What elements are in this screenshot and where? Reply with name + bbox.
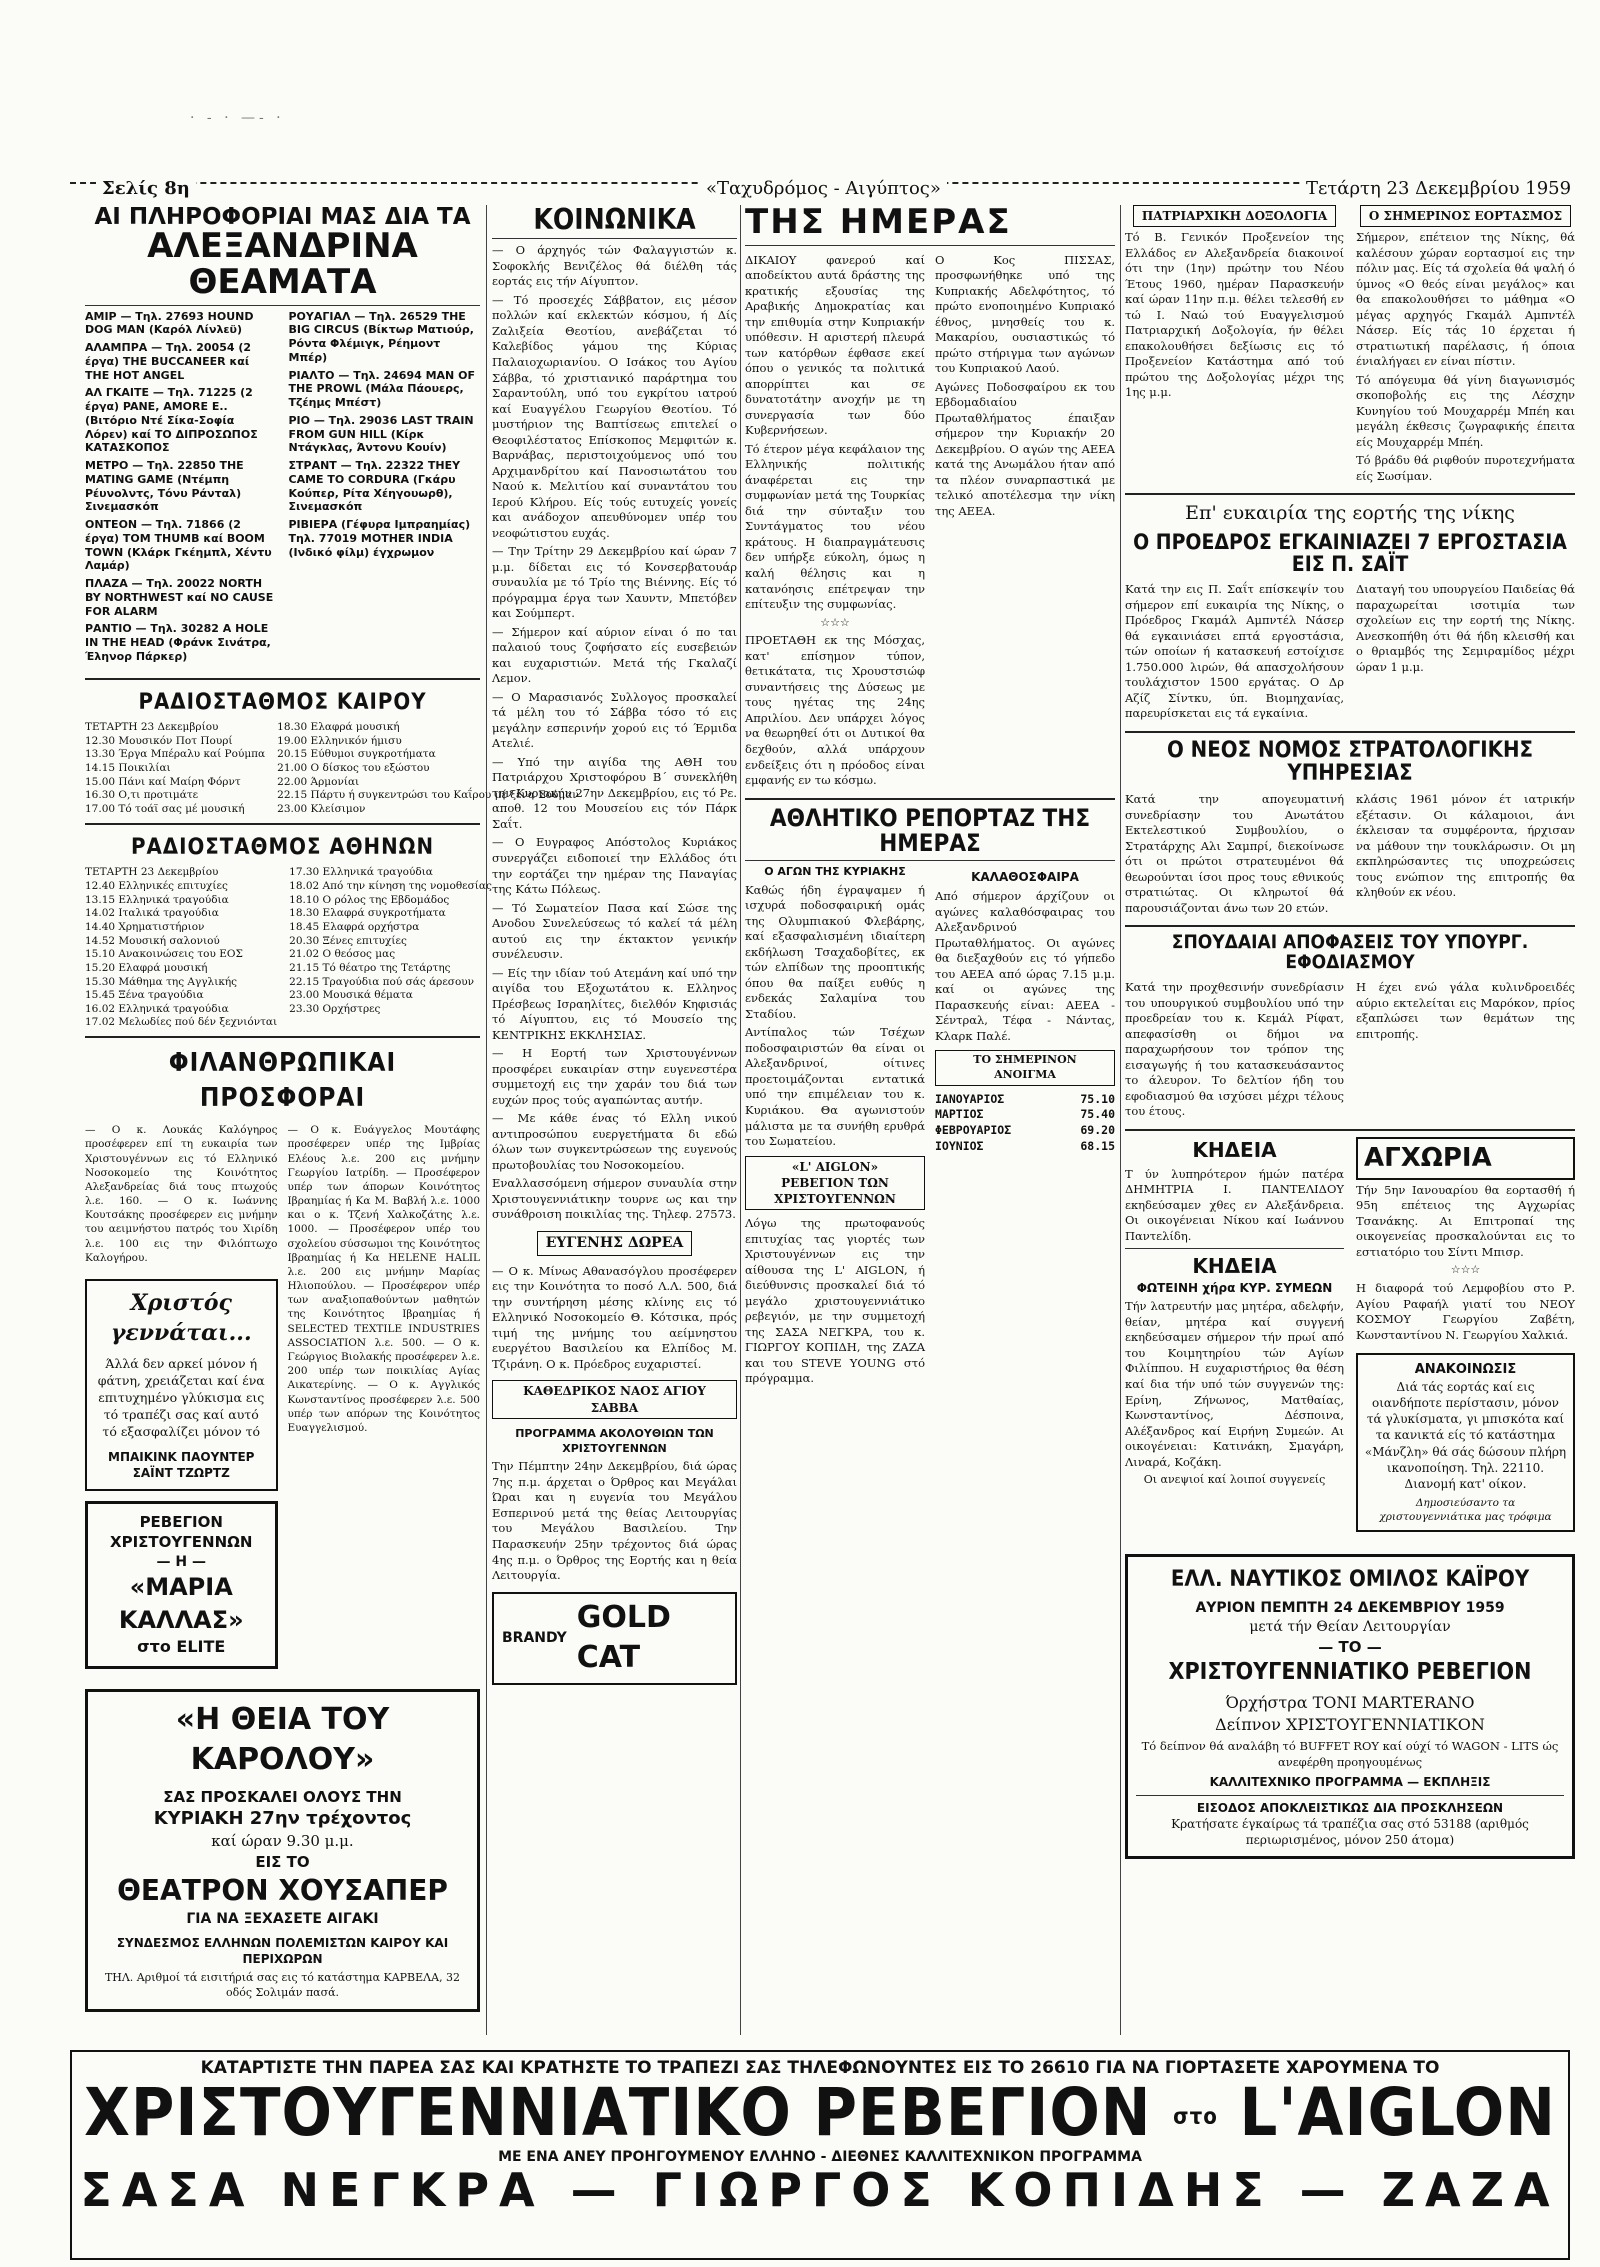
- divider: [1136, 1795, 1564, 1796]
- radio-entry: 16.02 Ελληνικά τραγούδια: [85, 1002, 229, 1015]
- club-after: μετά τήν Θείαν Λειτουργίαν: [1249, 1619, 1451, 1635]
- radio-entry: 16.30 Ο,τι προτιμάτε: [85, 789, 199, 802]
- church-heading: ΚΑΘΕΔΡΙΚΟΣ ΝΑΟΣ ΑΓΙΟΥ ΣΑΒΒΑ: [492, 1380, 737, 1418]
- radio-entry: 15.00 Πάνι καί Μαίρη Φόρντ: [85, 775, 241, 788]
- brandy-name: GOLD CAT: [576, 1599, 671, 1676]
- brandy-ad: [492, 1592, 737, 1685]
- donations-text: — Ο κ. Ευάγγελος Μουτάφης προσέφερεν υπέρ της Ιμβρίας Ελέους λ.ε. 200 εις μνήμην Γεωργίου Ιατρίδη. — Προσέφερον υπέρ των άπορων Κοινότητος Ιβραημίας ή Κα Μ. Βαβλή λ.ε. 1000 και ο κ. Τζενή Χαλκοζάτης λ.ε. 1000. — Προσέφερον υπέρ του σχολείου σύσσωμοι της Κοινότητος Ιβραημίας ή Κα HELENE HALIL λ.ε. 200 εις μνήμην Μαρίας Ηλιοπούλου. — Προσέφερον υπέρ των αναξιοπαθούντων μαθητών της Κοινότητος Ιβραημίας ή SELECTED TEXTILE INDUSTRIES ASSOCIATION λ.ε. 500. — Ο κ. Γεώργιος Βιολακής προσέφερεν λ.ε. 200 υπέρ των ποικιλίας Αγίας Αικατερίνης. — Ο κ. Αγγλικός Κωνσταντίνος προσέφερεν λ.ε. 500 υπέρ των απόρων της Κοινότητος Ευαγγελισμού.: [287, 1124, 480, 1434]
- divider: [492, 238, 737, 239]
- radio-entry: 21.00 Ο δίσκος του εξώστου: [277, 762, 430, 775]
- radio-entry: 15.10 Ανακοινώσεις του ΕΟΣ: [85, 948, 243, 961]
- radio-entry: 22.15 Τραγούδια πού σάς άρεσουν: [289, 975, 475, 988]
- radio-entry: 20.15 Εύθυμοι συγκροτήματα: [277, 748, 436, 761]
- radio-entry: 12.40 Ελληνικές επιτυχίες: [85, 880, 228, 893]
- christmas-ad: [85, 1279, 278, 1491]
- club-title: ΕΛΛ. ΝΑΥΤΙΚΟΣ ΟΜΙΛΟΣ ΚΑΪΡΟΥ: [1170, 1567, 1530, 1593]
- funeral-text: Τ ύν λυπηρότερον ήμών πατέρα ΔΗΜΗΤΡΙΑ Ι. ΠΑΝΤΕΛΙΔΟΥ εκηδεύσαμεν χθες εν Αλεξάνδρεια. Οι οικογένειαι Νίκου καί Ιωάννου Παντελίδη.: [1125, 1166, 1344, 1243]
- karolou-ad-line7: ΣΥΝΔΕΣΜΟΣ ΕΛΛΗΝΩΝ ΠΟΛΕΜΙΣΤΩΝ ΚΑΙΡΟΥ ΚΑΙ ΠΕΡΙΧΩΡΩΝ: [116, 1935, 449, 1966]
- cinema-entry: ΣΤΡΑΝΤ — Τηλ. 22322 THEY CAME TO CORDURA (Γκάρυ Κούπερ, Ρίτα Χέηγουωρθ), Σινεμασκόπ: [288, 459, 461, 514]
- basket-heading: ΚΑΛΑΘΟΣΦΑΙΡΑ: [971, 869, 1079, 884]
- day-title: ΤΗΣ ΗΜΕΡΑΣ: [745, 202, 1012, 242]
- radio-entry: 17.00 Τό τοάϊ σας μέ μουσική: [85, 803, 245, 816]
- banner-title: [72, 2074, 1568, 2151]
- cinema-entry: ΡΟΥΑΓΙΑΛ — Τηλ. 26529 THE BIG CIRCUS (Βίκτωρ Ματιούρ, Ρόντα Φλέμιγκ, Ρέημοντ Μπέρ): [288, 309, 474, 364]
- divider: [745, 798, 1115, 800]
- christmas-ad-body: Άλλά δεν αρκεί μόνον ή φάτνη, χρειάζεται καί ένα επιτυχημένο γλύκισμα εις τό τραπέζι σας καί αυτό τό εξασφαλίζει μόνον τό: [97, 1356, 265, 1439]
- article-paragraph: Ο Κος ΠΙΣΣΑΣ, προσφωνήθηκε υπό της Κυπριακής Αδελφότητος, τό πρώτο ενοποιημένο Κυπριακό έθνος, μνησθείς του κ. Μακαρίου, ουσιαστικώς τό πρώτο στήριγμα των αγώνων του Κυπριακού Λαού.: [935, 252, 1115, 376]
- basket-paragraph: Από σήμερον άρχίζουν οι αγώνες καλαθόσφαιρας του Αλεξανδρινού Πρωταθλήματος. Οι αγώνες θα διεξαχθούν εις τό γήπεδο του ΑΕΕΑ από ώρας 7.15 μ.μ. καί οι αγώνες της Παρασκευής είναι: ΑΕΕΑ - Σέντραλ, Τέφα - Νάντας, Κλαρκ Παλέ.: [935, 889, 1115, 1043]
- cinema-list-right: [289, 310, 481, 668]
- divider: [85, 305, 480, 306]
- cinema-entry: ΡΙΟ — Τηλ. 29036 LAST TRAIN FROM GUN HILL (Κίρκ Ντάγκλας, Άντονυ Κουίν): [288, 413, 474, 455]
- radio-entry: 15.20 Ελαφρά μουσική: [85, 961, 208, 974]
- fixtures-heading: ΤΟ ΣΗΜΕΡΙΝΟΝ ΑΝΟΙΓΜΑ: [935, 1050, 1115, 1086]
- cinema-entry: ΡΙΒΙΕΡΑ (Γέφυρα Ιμπραημίας) Τηλ. 77019 MOTHER INDIA (Ινδικό φίλμ) έγχρωμον: [288, 518, 471, 559]
- article-paragraph: ΔΙΚΑΙΟΥ φανερού καί αποδείκτου αυτά δράστης της κρατικής εξουσίας της Αραβικής Δημοκρατίας και την επιθυμία στην Κυπριακήν υπόθεσιν. Η αριστερή πλευρά των κατόρθων έφθασε εκεί όπου ο γενικός τα πολιτικά απορρίπτει και σε δυνατοτάτην ανοχήν με τη συνεργασία των δύο Κυβερνήσεων.: [745, 252, 925, 438]
- radio-cairo-title: ΡΑΔΙΟΣΤΑΘΜΟΣ ΚΑΙΡΟΥ: [138, 689, 427, 715]
- sports-body: [745, 865, 1115, 1390]
- notice-title: ΑΝΑΚΟΙΝΩΣΙΣ: [1414, 1362, 1517, 1378]
- sports-left: [745, 865, 925, 1390]
- radio-entry: 15.45 Ξένα τραγούδια: [85, 989, 204, 1002]
- divider: [85, 823, 480, 825]
- column-news: [1125, 205, 1575, 1869]
- column-rule: [1120, 205, 1121, 2035]
- column-of-the-day: [745, 202, 1115, 1390]
- radio-entry: 12.30 Μουσικόν Ποτ Πουρί: [85, 734, 233, 747]
- port-headline: Ο ΠΡΟΕΔΡΟΣ ΕΓΚΑΙΝΙΑΖΕΙ 7 ΕΡΓΟΣΤΑΣΙΑ ΕΙΣ Π. ΣΑΪΤ: [1133, 530, 1567, 577]
- radio-entry: 13.15 Ελληνικά τραγούδια: [85, 893, 229, 906]
- aiglon-banner-ad: [70, 2050, 1570, 2260]
- today-text: Τό απόγευμα θά γίνη διαγωνισμός σκοποβολής εις της Λέσχην Κυνηγίου τού Μουχαρρέμ Μπέη και μεγάλη έκθεσις ζωγραφικής έπειτα είς Μουχαρρέμ Μπέη.: [1356, 372, 1575, 449]
- radio-entry: 18.30 Ελαφρά μουσική: [277, 721, 400, 734]
- callas-ad-line5: στο ELITE: [137, 1637, 226, 1657]
- donation-heading: ΕΥΓΕΝΗΣ ΔΩΡΕΑ: [537, 1231, 692, 1256]
- tax-body: [1125, 977, 1575, 1123]
- radio-entry: 22.00 Άρμονίαι: [277, 775, 360, 788]
- club-to: — ΤΟ —: [1318, 1637, 1382, 1656]
- radio-entry: 21.15 Τό θέατρο της Τετάρτης: [289, 961, 451, 974]
- callas-ad-line2: ΧΡΙΣΤΟΥΓΕΝΝΩΝ: [110, 1533, 253, 1552]
- day-articles: [745, 250, 1115, 792]
- radio-list-left: [85, 721, 265, 816]
- club-details: Τό δείπνον θά αναλάβη τό BUFFET ROY καί ούχί τό WAGON - LITS ώς ανεφέρθη προηγουμένως: [1141, 1739, 1559, 1769]
- club-date: ΑΥΡΙΟΝ ΠΕΜΠΤΗ 24 ΔΕΚΕΜΒΡΙΟΥ 1959: [1195, 1600, 1505, 1617]
- today-text: Τό βράδυ θά ριφθούν πυροτεχνήματα είς Σωσίμαν.: [1356, 453, 1575, 483]
- aiglon-heading: «L' AIGLON» ΡΕΒΕΓΙΟΝ ΤΩΝ ΧΡΙΣΤΟΥΓΕΝΝΩΝ: [745, 1156, 925, 1211]
- article-paragraph: Τό έτερον μέγα κεφάλαιον της Ελληνικής πολιτικής άναφέρεται εις την συμφωνίαν μετά της Τουρκίας διά την σύνταξιν του Συντάγματος του νέου κράτους. Η διαπραγμάτευσις δεν υπήρξε εύκολη, όμως η καλή θέλησις και η κατανόησις επέτρεψαν την επίτευξιν της συμφωνίας.: [745, 441, 925, 612]
- radio-entry: 18.02 Από την κίνηση της νομοθεσίας: [289, 880, 492, 893]
- donations-title: ΦΙΛΑΝΘΡΩΠΙΚΑΙ ΠΡΟΣΦΟΡΑΙ: [168, 1048, 397, 1114]
- funerals: [1125, 1137, 1344, 1543]
- donations-text: — Ο κ. Λουκάς Καλόγηρος προσέφερεν επί τη ευκαιρία των Χριστουγέννων εις τό Ελληνικό Νοσοκομείο της Κοινότητος Αλεξανδρείας διά τους πτωχούς λ.ε. 160. — Ο κ. Ιωάννης Κουτσάκης προσέφερεν εις μνήμην του αειμνήστου πατρός του Χιρίδη λ.ε. 100 εις την Φιλόπτωχο Καλογήρου.: [85, 1124, 278, 1264]
- tax-headline: ΣΠΟΥΔΑΙΑΙ ΑΠΟΦΑΣΕΙΣ ΤΟΥ ΥΠΟΥΡΓ. ΕΦΟΔΙΑΣΜΟΥ: [1171, 931, 1529, 974]
- radio-entry: 18.45 Ελαφρά ορχήστρα: [289, 920, 420, 933]
- cinema-entry: ΑΜΙΡ — Τηλ. 27693 HOUND DOG MAN (Καρόλ Λίνλεϋ): [85, 309, 254, 337]
- donations-body: [85, 1120, 480, 1679]
- radio-entry: 17.02 Μελωδίες πού δέν ξεχνιόνται: [85, 1016, 278, 1029]
- social-paragraph: — Σήμερον καί αύριον είναι ό πο ται παλαιού τους ζοφήσατο είς ευσεβειών και ευχαριστιών. Μετά τής Γκαλαζί Λεμον.: [492, 624, 737, 686]
- divider: [1125, 731, 1575, 733]
- law-headline: Ο ΝΕΟΣ ΝΟΜΟΣ ΣΤΡΑΤΟΛΟΓΙΚΗΣ ΥΠΗΡΕΣΙΑΣ: [1166, 737, 1534, 786]
- article-paragraph: ΠΡΟΕΤΑΘΗ εκ της Μόσχας, κατ' επίσημον τύπον, θετικάτατα, τις Χρουστσιώφ συναντήσεις της Δύσεως με τους ηγέτας της 24ης Απριλίου. Δεν υπάρχει λόγος να θεωρηθεί ότι οι Δυτικοί θα δεχθούν, αλλά υπάρχουν ενδείξεις ότι η πρόοδος είναι εμφανής εν τω κόσμω.: [745, 633, 925, 788]
- social-paragraph: — Είς την ιδίαν τού Ατεμάνη καί υπό την αιγίδα του Εξοχωτάτου κ. Ελληνος Πρέσβεως Ισραηλίτες, διελθόν Κηφισιάς τό Αίγυπτου, εις τό Μουσείο της ΚΕΝΤΡΙΚΗΣ ΕΚΚΛΗΣΙΑΣ.: [492, 965, 737, 1042]
- cinema-entry: ΟΝΤΕΟΝ — Τηλ. 71866 (2 έργα) TOM THUMB καί BOOM TOWN (Κλάρκ Γκέημπλ, Χέντυ Λαμάρ): [85, 518, 272, 573]
- top-scribble: · ‑ · —‑ ·: [190, 110, 285, 126]
- radio-entry: 17.30 Ελληνικά τραγούδια: [289, 866, 433, 879]
- social-paragraph: — Ο άρχηγός τών Φαλαγγιστών κ. Σοφοκλής Βενιζέλος θά διέλθη τάς εορτάς εις τήν Αίγυπτον.: [492, 243, 737, 289]
- radio-entry: 18.10 Ο ρόλος της Εβδομάδος: [289, 893, 450, 906]
- law-body: [1125, 789, 1575, 919]
- christmas-ad-title: Χριστός γεννάται...: [110, 1289, 252, 1346]
- law-paragraph: κλάσις 1961 μόνον έτ ιατρικήν εξέτασιν. Οι κάλαμοιοι, άνι έκλεισαν τα συμφέροντα, ήρχισαν να μάθουν την τουκλάρωσιν. Οι μη εκπληρώσαντες τις υποχρεώσεις τους ενώπιον της επιτροπής θα κληθούν εκ νέου.: [1356, 792, 1575, 900]
- xoria-text: Τήν 5ην Ιανουαρίου θα εορτασθή ή 95η επέτειος της Αγχωρίας Τσανάκης. Αι Επιτροπαί της οικογενείας προσκαλούνται εις το εστιατόριο του Σίντι Μπισρ.: [1356, 1182, 1575, 1259]
- article-paragraph: Αγώνες Ποδοσφαίρου εκ του Εβδομαδιαίου Πρωταθλήματος έπαιξαν σήμερον την Κυριακήν 20 Δεκεμβρίου. Ο αγών της ΑΕΕΑ κατά της Ανωμάλου ήταν από τα πλέον συναρπαστικά με τελικό αποτέλεσμα την νίκη της ΑΕΕΑ.: [935, 379, 1115, 518]
- port-paragraph: Κατά την εις Π. Σαΐτ επίσκεψίν του σήμερον επί ευκαιρία της Νίκης, ο Πρόεδρος Γκαμάλ Αμπντέλ Νάσερ θά εγκαινιάσει επτά εργοστάσια, τών οποίων ή κατασκευή εστοίχισε 1.750.000 λιρών, θά απασχολήσουν τουλάχιστον 1500 εργάτας. Ο Δρ Αζίζ Σίντκυ, ύπ. Βιομηχανίας, παρευρίσκεται εις τά εγκαίνια.: [1125, 582, 1344, 721]
- day-articles-right: [935, 250, 1115, 792]
- column-rule: [740, 205, 741, 2035]
- donations-left-col: [85, 1120, 278, 1679]
- sports-right: [935, 865, 1115, 1390]
- shows-header: ΑΙ ΠΛΗΡΟΦΟΡΙΑΙ ΜΑΣ ΔΙΑ ΤΑ: [94, 204, 471, 230]
- radio-entry: 22.15 Πάρτυ ή συγκεντρώσι του Καΐρου μέ ξένα Σούμαν: [277, 789, 579, 802]
- radio-entry: 14.15 Ποικιλίαι: [85, 762, 171, 775]
- club-orchestra: Όρχήστρα TONI MARTERANO: [1225, 1693, 1475, 1713]
- social-paragraph: — Ο Ευγραφος Απόστολος Κυριάκος συνεργάζει ειδοποιεί την Ελλάδος ότι την εορτάζει την ημέραν της Παναγίας της Κάτω Πόλεως.: [492, 835, 737, 897]
- sports-subheading: Ο ΑΓΩΝ ΤΗΣ ΚΥΡΙΑΚΗΣ: [764, 864, 906, 878]
- callas-ad-line4: «ΜΑΡΙΑ ΚΑΛΛΑΣ»: [118, 1573, 244, 1634]
- divider: [745, 860, 1115, 861]
- club-dinner: Δείπνον ΧΡΙΣΤΟΥΓΕΝΝΙΑΤΙΚΟΝ: [1215, 1714, 1485, 1734]
- today-text: Σήμερον, επέτειον της Νίκης, θά καλέσουν χώραν εορτασμοί εις την πόλιν μας. Είς τά σχολεία θά ψαλή ό ύμνος «Ο θεός είναι μεγάλος» και θα επακολουθήσει το μάθημα «Ο μέγας αρχηγός Γκαμάλ Αμπντέλ Νάσερ. Είς τάς 10 έρχεται ή στρατιωτική παρέλασις, ή όποια ένιαλήγαει εν είναι πίστιν.: [1356, 230, 1575, 369]
- xoria-text: Η διαφορά τού Λεμφοβίου στο Ρ. Αγίου Ραφαήλ γιατί του ΝΕΟΥ ΚΟΣΜΟΥ Γεωργίου Ζαβέτη, Κωνσταντίνου Ν. Γεωργίου Χαλκιά.: [1356, 1281, 1575, 1342]
- social-title: ΚΟΙΝΩΝΙΚΑ: [533, 203, 696, 236]
- patr-text: Τό Β. Γενικόν Προξενείον της Ελλάδος εν Αλεξανδρεία διακοινοί ότι την (1ην) πρώτην του Νέου Έτους 1960, ημέραν Παρασκευήν καί ώραν 11ην π.μ. θέλει τελεσθή εν τώ Ι. Ναώ τού Ευαγγελισμού Πατριαρχική Δοξολογία, ήν θέλει επακολουθήσει δεξίωσις εις τό Προξενείον Κατάστημα από τού πρώτου της Δοξολογίας μέχρι της 1ης μ.μ.: [1125, 230, 1344, 400]
- divider: [85, 678, 480, 680]
- radio-athens-title: ΡΑΔΙΟΣΤΑΘΜΟΣ ΑΘΗΝΩΝ: [130, 834, 435, 860]
- fixture-row: ΙΑΝΟΥΑΡΙΟΣ 75.10: [935, 1091, 1115, 1106]
- club-entry: ΕΙΣΟΔΟΣ ΑΠΟΚΛΕΙΣΤΙΚΩΣ ΔΙΑ ΠΡΟΣΚΛΗΣΕΩΝ: [1196, 1800, 1504, 1815]
- social-paragraph: Εναλλασσόμενη σήμερον συναυλία στην Χριστουγεννιάτικην τουρνε ως και την συνάθροιση ποικιλίας της. Τηλεφ. 27573.: [492, 1176, 737, 1222]
- nautical-club-ad: [1125, 1554, 1575, 1859]
- social-paragraph: — Ο Μαρασιανός Συλλογος προσκαλεί τά μέλη του τό Σάββα τόσο τό εις μεγάλην εσπερινήν χορού εις τό Έρμιδα Ατελιέ.: [492, 689, 737, 751]
- funeral-name: ΦΩΤΕΙΝΗ χήρα ΚΥΡ. ΣΥΜΕΩΝ: [1136, 1281, 1333, 1296]
- radio-entry: 14.40 Χρηματιστήριον: [85, 920, 205, 933]
- karolou-ad-line5: ΘΕΑΤΡΟΝ ΧΟΥΣΑΠΕΡ: [117, 1873, 448, 1907]
- today-heading: Ο ΣΗΜΕΡΙΝΟΣ ΕΟΡΤΑΣΜΟΣ: [1360, 205, 1571, 227]
- karolou-ad-line3: καί ώραν 9.30 μ.μ.: [211, 1832, 354, 1851]
- divider: [1125, 1129, 1575, 1131]
- radio-entry: 23.00 Μουσικά θέματα: [289, 989, 413, 1002]
- column-social: [492, 205, 737, 1685]
- separator-stars: ☆☆☆: [1450, 1263, 1481, 1277]
- sports-title: ΑΘΛΗΤΙΚΟ ΡΕΠΟΡΤΑΖ ΤΗΣ ΗΜΕΡΑΣ: [769, 803, 1091, 857]
- funeral-text: Τήν λατρευτήν μας μητέρα, αδελφήν, θείαν, μητέρα καί συγγενή εκηδεύσαμεν σήμερον τήν πρωί από του Κοιμητηρίου τών Αγίων Φιλίππου. Η ευχαριστήριος θα θέση καί δια τήν υπό τών συγγενών της: Ερίνη, Ζήνωνος, Ματθαίας, Κωνσταντίνος, Δέσποινα, Αλέξανδρος καί Ειρήνη Συμεών. Αι οικογένειαι: Κατινάκη, Σμαγάρη, Λιναρά, Κοζάκη.: [1125, 1299, 1344, 1469]
- tax-paragraph: Κατά την προχθεσινήν συνεδρίασιν του υπουργικού συμβουλίου υπό την προεδρείαν του κ. Κεμάλ Ρίφατ, απεφασίσθη οι δήμοι να παραχωρήσουν τον τρόπον της εισαγωγής ή του κατασκευάσαντος το άλευρον. Το δελτίον ήδη του εφοδιασμού θα ισχύσει μέχρι τέλους του έτους.: [1125, 980, 1344, 1119]
- brandy-label: BRANDY: [502, 1629, 567, 1646]
- radio-entry: 13.30 Έργα Μπέραλυ καί Ρούμπα: [85, 748, 266, 761]
- radio-athens-schedule: [85, 866, 492, 1030]
- karolou-ad-line2: ΚΥΡΙΑΚΗ 27ην τρέχοντος: [153, 1808, 412, 1830]
- banner-line3: ΜΕ ΕΝΑ ΑΝΕΥ ΠΡΟΗΓΟΥΜΕΝΟΥ ΕΛΛΗΝΟ - ΔΙΕΘΝΕΣ ΚΑΛΛΙΤΕΧΝΙΚΟΝ ΠΡΟΓΡΑΜΜΑ: [498, 2149, 1142, 2166]
- cinema-entry: ΡΙΑΛΤΟ — Τηλ. 24694 MAN OF THE PROWL (Μάλα Πάουερς, Τζέημς Μπέστ): [288, 368, 475, 410]
- banner-title-right: L'AIGLON: [1239, 2074, 1556, 2151]
- club-program: ΚΑΛΛΙΤΕΧΝΙΚΟ ΠΡΟΓΡΑΜΜΑ — ΕΚΠΛΗΞΙΣ: [1209, 1775, 1491, 1790]
- sports-paragraph: Καθώς ήδη έγραψαμεν ή ισχυρά ποδοσφαιρική ομάς της Ολυμπιακού Φλεβάρης, καί εξασφαλισμένη ιδιαίτερη εκδήλωση Τσαχαδοβίτες, εκ τών ελπίδων της προοπτικής όπου θα παίξει ευθύς η ενδεκάς Σαλαμίνα του Σταδίου.: [745, 882, 925, 1021]
- callas-ad-line3: — Η —: [156, 1553, 206, 1570]
- karolou-ad-line6: ΓΙΑ ΝΑ ΞΕΧΑΣΕΤΕ ΑΙΓΑΚΙ: [186, 1910, 379, 1927]
- radio-cairo-schedule: [85, 721, 579, 816]
- funeral-signature: Οι ανεψιοί καί λοιποί συγγενείς: [1143, 1473, 1326, 1487]
- sports-paragraph: Αντίπαλος τών Τσέχων ποδοσφαιριστών θα είναι οι Αλεξανδρινοί, οίτινες προετοιμάζονται εντατικά υπό την επιμέλειαν του κ. Κυριάκου. Θα αγωνιστούν μάλιστα με τα συνήθη ερυθρά του Σωματείου.: [745, 1025, 925, 1149]
- top-news: [1125, 205, 1575, 487]
- issue-date: Τετάρτη 23 Δεκεμβρίου 1959: [1300, 178, 1577, 199]
- cinema-list-left: [85, 310, 277, 668]
- social-paragraph: — Την Τρίτην 29 Δεκεμβρίου καί ώραν 7 μ.μ. δίδεται εις τό Κονσερβατουάρ συναυλία με τό Τρίο της Βιέννης. Είς τό πρόγραμμα έργα των Χαυντν, Μπετόβεν και Σούμπερτ.: [492, 544, 737, 621]
- club-reserve: Κρατήσατε έγκαίρως τά τραπέζια σας στό 53188 (αριθμός περιωρισμένος, μόνον 250 άτομα): [1171, 1816, 1529, 1847]
- cinema-entry: ΡΑΝΤΙΟ — Τηλ. 30282 A HOLE IN THE HEAD (Φράνκ Σινάτρα, Έληνορ Πάρκερ): [85, 622, 271, 663]
- notice-text: Διά τάς εορτάς καί εις οιανδήποτε περίστασιν, μόνον τά γλυκίσματα, γι μπισκότα καί τα κανικτά είς τό κατάστημα «Μάνζλη» θά σάς δώσουν πλήρη ικανοποίηση. Τηλ. 22110. Διανομή κατ' οίκον.: [1364, 1379, 1567, 1491]
- banner-title-left: ΧΡΙΣΤΟΥΓΕΝΝΙΑΤΙΚΟ ΡΕΒΕΓΙΟΝ: [84, 2074, 1152, 2151]
- today-block: [1356, 205, 1575, 487]
- radio-entry: 23.30 Ορχήστρες: [289, 1002, 381, 1015]
- cinema-entry: ΠΛΑΖΑ — Τηλ. 20022 NORTH BY NORTHWEST καί NO CAUSE FOR ALARM: [85, 577, 274, 618]
- paper-name: «Ταχυδρόμος - Αιγύπτος»: [700, 178, 947, 199]
- notice-signature: Δημοσιεύσαντο τα χριστουγεννιάτικα μας τρόφιμα: [1379, 1497, 1552, 1524]
- divider: [745, 245, 1115, 246]
- shows-title: ΑΛΕΞΑΝΔΡΙΝΑ ΘΕΑΜΑΤΑ: [147, 226, 418, 302]
- cinema-listings: [85, 310, 480, 672]
- radio-entry: 19.00 Ελληνικόν ήμισυ: [277, 734, 402, 747]
- callas-ad: [85, 1501, 278, 1669]
- radio-entry: 14.52 Μουσική σαλονιού: [85, 934, 220, 947]
- xoria-title: ΑΓΧΩΡΙΑ: [1364, 1142, 1492, 1173]
- church-subheading: ΠΡΟΓΡΑΜΜΑ ΑΚΟΛΟΥΘΙΩΝ ΤΩΝ ΧΡΙΣΤΟΥΓΕΝΝΩΝ: [515, 1426, 714, 1455]
- banner-artists: ΣΑΣΑ ΝΕΓΚΡΑ — ΓΙΩΡΓΟΣ ΚΟΠΙΔΗΣ — ΖΑΖΑ: [80, 2163, 1560, 2218]
- callas-ad-line1: ΡΕΒΕΓΙΟΝ: [139, 1513, 223, 1532]
- divider: [85, 1036, 480, 1038]
- cinema-entry: ΜΕΤΡΟ — Τηλ. 22850 THE MATING GAME (Ντέμπη Ρέυνολντς, Τόνυ Ράνταλ) Σινεμασκόπ: [85, 459, 244, 514]
- donation-text: — Ο κ. Μίνως Αθανασόγλου προσέφερεν εις την Κοινότητα το ποσό Λ.Λ. 500, διά την συντήρηση μέσης κλίνης εις τό Ελληνικό Νοσοκομείο Θ. Κότσικα, πρός τιμή της μνήμης του αείμνηστου ευεργέτου Βασιλείου κα Ελπίδος Μ. Τζιράνη. Ο κ. Πρόεδρος ευχαριστεί.: [492, 1263, 737, 1371]
- cinema-entry: ΑΛ ΓΚΑΙΤΕ — Τηλ. 71225 (2 έργα) PANE, AMORE E.. (Βιτόριο Ντέ Σίκα-Σοφία Λόρεν) καί ΤΟ ΔΙΠΡΟΣΩΠΟΣ ΚΑΤΑΣΚΟΠΟΣ: [85, 386, 258, 455]
- radio-list-right: [289, 866, 492, 1030]
- fixtures-table: [935, 1092, 1115, 1154]
- patr-block: [1125, 205, 1344, 487]
- karolou-ad-title: «Η ΘΕΙΑ ΤΟΥ ΚΑΡΟΛΟΥ»: [175, 1701, 390, 1778]
- notices: [1125, 1137, 1575, 1543]
- club-event: ΧΡΙΣΤΟΥΓΕΝΝΙΑΤΙΚΟ ΡΕΒΕΓΙΟΝ: [1168, 1659, 1532, 1686]
- cinema-entry: ΑΛΑΜΠΡΑ — Τηλ. 20054 (2 έργα) THE BUCCANEER καί THE HOT ANGEL: [85, 341, 252, 382]
- patr-heading: ΠΑΤΡΙΑΡΧΙΚΗ ΔΟΞΟΛΟΓΙΑ: [1133, 205, 1336, 227]
- karolou-ad: [85, 1689, 480, 2012]
- banner-line1: ΚΑΤΑΡΤΙΣΤΕ ΤΗΝ ΠΑΡΕΑ ΣΑΣ ΚΑΙ ΚΡΑΤΗΣΤΕ ΤΟ ΤΡΑΠΕΖΙ ΣΑΣ ΤΗΛΕΦΩΝΟΥΝΤΕΣ ΕΙΣ ΤΟ 26610 ΓΙΑ ΝΑ ΓΙΟΡΤΑΣΕΤΕ ΧΑΡΟΥΜΕΝΑ ΤΟ: [200, 2058, 1440, 2078]
- law-paragraph: Κατά την απογευματινή συνεδρίασην του Ανωτάτου Εκτελεστικού Συμβουλίου, ο Στρατάρχης Αλι Σαμπρί, διεκοίνωσε ότι οι πρώτοι στρατευμένοι θά θεωρούνται ίσοι προς τους εθνικούς στρατιώτας. Οι κληρωτοί θά παρουσιάζονται άνω των 20 ετών.: [1125, 792, 1344, 915]
- divider: [1125, 1248, 1344, 1249]
- fixture-row: ΦΕΒΡΟΥΑΡΙΟΣ 69.20: [935, 1122, 1115, 1137]
- page-number: Σελίς 8η: [96, 178, 196, 199]
- banner-title-mid: στο: [1173, 2104, 1218, 2130]
- tax-paragraph: Η έχει ενώ γάλα κυλινδροειδές αύριο εκτελείται εις Μαρόκον, πρίος εξαπλώσει των θεμάτων της επιτροπής.: [1356, 980, 1575, 1041]
- radio-entry: ΤΕΤΑΡΤΗ 23 Δεκεμβρίου: [85, 721, 219, 734]
- port-body: [1125, 579, 1575, 725]
- funeral-heading: ΚΗΔΕΙΑ: [1192, 1137, 1277, 1162]
- aiglon-paragraph: Λόγω της πρωτοφανούς επιτυχίας τας γιορτές των Χριστουγέννων εις την αίθουσα της L' AIGLON, ή διεύθυνσις προσκαλεί διά τό μεγάλο χριστουγεννιάτικο ρεβεγιόν, με την συμμετοχή της ΣΑΣΑ ΝΕΓΚΡΑ, του κ. ΓΙΩΡΓΟΥ ΚΟΠΙΔΗ, της ΖΑΖΑ και του STEVE YOUNG στό πρόγραμμα.: [745, 1216, 925, 1386]
- social-paragraph: — Τό προσεχές Σάββατον, εις μέσον πολλών καί εκλεκτών κόσμου, ή Δίς Ζαλιξεία Θεοτίου, ανεβάζεται τό Καλεβίδος γάμου της Κύριας Παλαιοχωριανίου. Ο Ισάκος του Αγίου Σάββα, τό χριστιανικό παράρτημα του Σαραντούλη, υπό του εγκρίτου ιατρού καί Ευαγγέλου Γεωργίου Θεοτίου. Τό μυστήριον της Βαπτίσεως επιτελεί ο Θεοφιλέστατος Επίσκοπος Μεμφιτών κ. Βαρνάβας, περιστοιχούμενος υπό του Αρχιμανδρίτου καί Πανοσιωτάτου του Ναού κ. Μελιτίου καί συναντάτου του Ιερού Κλήρου. Είς τούς ευτυχείς γονείς και ανάδοχον απευθύνομεν υπέρ του νεοφώτιστου ευχάς.: [492, 292, 737, 540]
- karolou-ad-line8: ΤΗΛ. Αριθμοί τά εισιτήριά σας εις τό κατάστημα ΚΑΡΒΕΛΑ, 32 οδός Σολιμάν πασά.: [104, 1970, 461, 1999]
- social-paragraph: — Υπό την αιγίδα της ΑΘΗ του Πατριάρχου Χριστοφόρου Β΄ συνεκλήθη την Κυριακήν 27ην Δεκεμβρίου, εις τό Ρε. αποθ. 12 του Μουσείου εις τόν Πάρκ Σαΐτ.: [492, 754, 737, 831]
- fixture-row: ΜΑΡΤΙΟΣ 75.40: [935, 1107, 1115, 1122]
- column-rule: [486, 205, 487, 2035]
- radio-list-left: [85, 866, 277, 1030]
- social-paragraph: — Τό Σωματείον Πασα καί Σώσε της Ανοδου Συνελεύσεως τό καλεί τά μέλη αυτού εις την έκτακτον γενικήν συνέλευσιν.: [492, 900, 737, 962]
- port-paragraph: Διαταγή του υπουργείου Παιδείας θά παραχωρείται ισοτιμία των σχολείων εις την εορτή της Νίκης. Ανεσκοπήθη ότι θά ήδη κλεισθή και ο θριαμβός της Σεμιραμίδος μέχρι ώραν 1 μ.μ.: [1356, 582, 1575, 674]
- christmas-ad-signature: ΜΠΑΙΚΙΝΚ ΠΑΟΥΝΤΕΡ ΣΑΪΝΤ ΤΖΩΡΤΖ: [108, 1449, 255, 1480]
- occasion-line: Επ' ευκαιρία της εορτής της νίκης: [1185, 502, 1515, 525]
- social-paragraph: — Η Εορτή των Χριστουγέννων προσφέρει ευκαιρίαν στην ευγενεστέρα συμμετοχή εις την χαράν του διά των ευχών προς τούς αγαπώντας αυτήν.: [492, 1046, 737, 1107]
- radio-entry: 14.02 Ιταλικά τραγούδια: [85, 907, 219, 920]
- divider: [1125, 493, 1575, 495]
- radio-entry: ΤΕΤΑΡΤΗ 23 Δεκεμβρίου: [85, 866, 219, 879]
- radio-entry: 15.30 Μάθημα της Αγγλικής: [85, 975, 238, 988]
- separator-stars: ☆☆☆: [820, 615, 850, 629]
- funeral-heading: ΚΗΔΕΙΑ: [1192, 1254, 1277, 1279]
- church-schedule: Την Πέμπτην 24ην Δεκεμβρίου, διά ώρας 7ης π.μ. άρχεται ο Όρθρος και Μεγάλαι Ώραι και η ευγενία του Μεγάλου Εσπερινού μετά της θείας Λειτουργίας του Μεγάλου Βασιλείου. Την Παρασκευήν 25ην τρέχοντος διά ώρας 4ης π.μ. ο Όρθρος της Εορτής και η θεία Λειτουργία.: [492, 1459, 737, 1583]
- radio-entry: 20.30 Ξένες επιτυχίες: [289, 934, 407, 947]
- divider: [1125, 925, 1575, 927]
- karolou-ad-line1: ΣΑΣ ΠΡΟΣΚΑΛΕΙ ΟΛΟΥΣ ΤΗΝ: [163, 1787, 402, 1806]
- karolou-ad-line4: ΕΙΣ ΤΟ: [255, 1852, 310, 1871]
- social-paragraph: — Με κάθε ένας τό Ελλη νικού αντιπροσώπου ευεργετήματα δι εδώ όλων των συγκεντρώσεων της ευγενούς πρωτοβουλίας του Νοσοκομείου.: [492, 1111, 737, 1172]
- ads-right: [1356, 1137, 1575, 1543]
- fixture-row: ΙΟΥΝΙΟΣ 68.15: [935, 1138, 1115, 1153]
- notice-box: [1356, 1353, 1575, 1532]
- radio-entry: 18.30 Ελαφρά συγκροτήματα: [289, 907, 446, 920]
- radio-entry: 23.00 Κλείσιμον: [277, 803, 366, 816]
- day-articles-left: [745, 250, 925, 792]
- radio-entry: 21.02 Ο θεόσος μας: [289, 948, 396, 961]
- xoria-box: [1356, 1137, 1575, 1180]
